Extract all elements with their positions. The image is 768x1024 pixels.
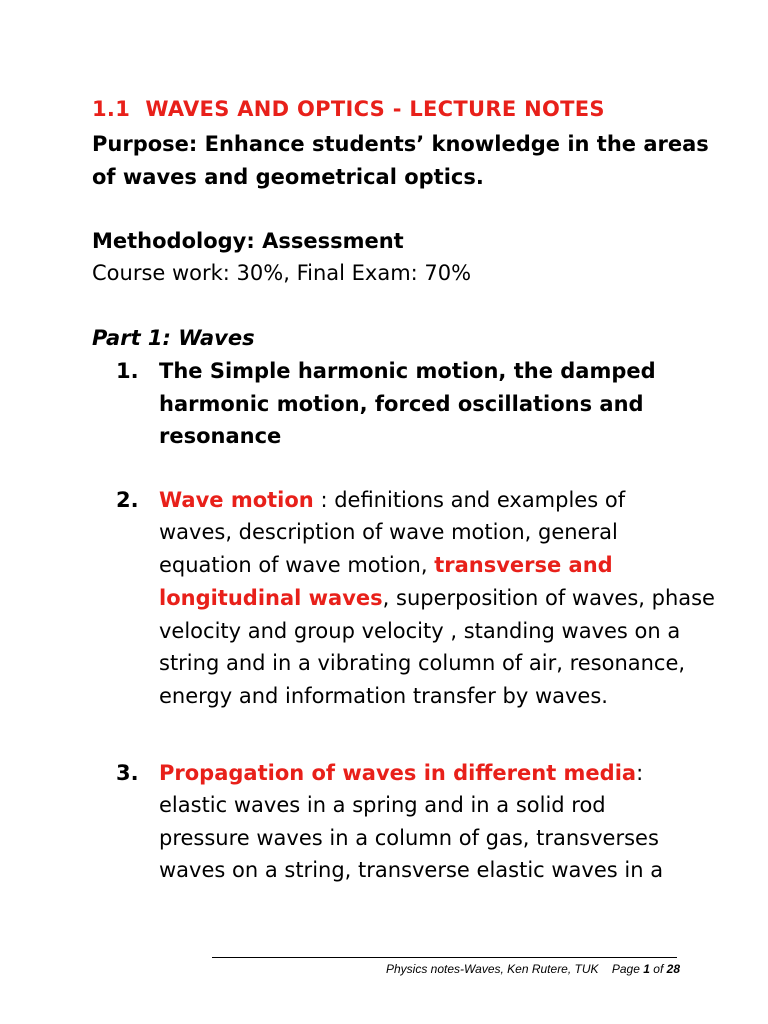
- page-title: [92, 94, 605, 124]
- item-1-line-2: harmonic motion, forced oscillations and: [159, 392, 644, 416]
- item-1-line-3: resonance: [159, 424, 282, 448]
- item-2-line-4: longitudinal waves, superposition of waves, phase: [159, 586, 715, 610]
- item-3-line-3: pressure waves in a column of gas, transverses: [159, 826, 659, 850]
- item-3-line-4: waves on a string, transverse elastic waves in a: [159, 858, 664, 882]
- item-2-number: 2.: [116, 488, 139, 512]
- section-title: WAVES AND OPTICS - LECTURE NOTES: [145, 97, 605, 121]
- part-title: Part 1: Waves: [92, 326, 255, 350]
- footer-text: Physics notes-Waves, Ken Rutere, TUK: [386, 962, 599, 976]
- item-3-highlight: Propagation of waves in different media: [159, 761, 637, 785]
- item-2-term-longitudinal: longitudinal waves: [159, 586, 383, 610]
- page-total: 28: [666, 962, 680, 976]
- item-3-line-2: elastic waves in a spring and in a solid rod: [159, 793, 606, 817]
- item-3-line-1: Propagation of waves in different media:: [159, 761, 644, 785]
- item-3-number: 3.: [116, 761, 139, 785]
- item-2-line-5: velocity and group velocity , standing waves on a: [159, 619, 681, 643]
- purpose-line-1: Purpose: Enhance students’ knowledge in the areas: [92, 132, 709, 156]
- item-1-number: 1.: [116, 359, 139, 383]
- assessment-weights: Course work: 30%, Final Exam: 70%: [92, 261, 472, 285]
- item-2-line-7: energy and information transfer by waves.: [159, 684, 608, 708]
- item-2-line-3: equation of wave motion, transverse and: [159, 553, 613, 577]
- footer-rule: [212, 957, 677, 958]
- item-2-term-transverse: transverse and: [434, 553, 613, 577]
- item-2-line-1: Wave motion : definitions and examples of: [159, 488, 626, 512]
- item-2-line-6: string and in a vibrating column of air, resonance,: [159, 651, 686, 675]
- page-footer: Physics notes-Waves, Ken Rutere, TUK Page 1 of 28: [386, 962, 680, 976]
- item-2-highlight: Wave motion: [159, 488, 314, 512]
- page-number: 1: [643, 962, 650, 976]
- methodology-label: Methodology: Assessment: [92, 229, 404, 253]
- item-1-line-1: The Simple harmonic motion, the damped: [159, 359, 656, 383]
- purpose-line-2: of waves and geometrical optics.: [92, 165, 484, 189]
- item-2-line-2: waves, description of wave motion, general: [159, 520, 618, 544]
- section-number: 1.1: [92, 97, 131, 121]
